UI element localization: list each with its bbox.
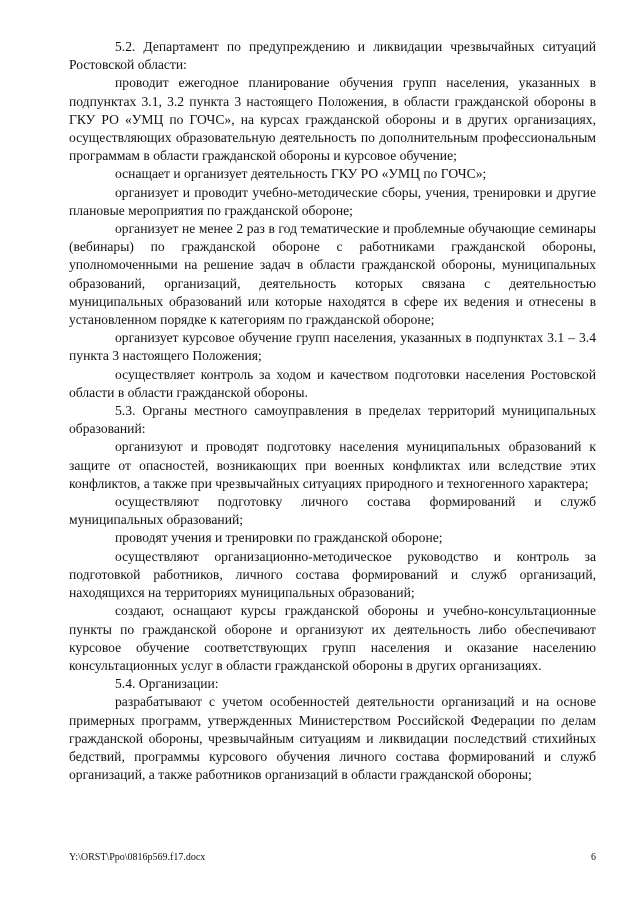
paragraph: создают, оснащают курсы гражданской обороны и учебно-консультационные пункты по гражданской обороне и организуют их деятельность либо обеспечивают курсовое обучение соответствующих групп населения и оказание населению консультационных услуг в области гражданской обороны в других организациях.: [69, 603, 596, 673]
paragraph: разрабатывают с учетом особенностей деятельности организаций и на основе примерных программ, утвержденных Министерством Российской Федерации по делам гражданской обороны, чрезвычайным ситуациям и ликвидации последствий стихийных бедствий, программы курсового обучения личного состава формирований и служб организаций, а также работников организаций в области гражданской обороны;: [69, 694, 596, 783]
paragraph: организует курсовое обучение групп населения, указанных в подпунктах 3.1 – 3.4 пункта 3 настоящего Положения;: [69, 330, 596, 364]
paragraph: осуществляют организационно-методическое руководство и контроль за подготовкой работников, личного состава формирований и служб организаций, находящихся на территориях муниципальных образований;: [69, 548, 596, 601]
paragraph: организует и проводит учебно-методические сборы, учения, тренировки и другие плановые мероприятия по гражданской обороне;: [69, 184, 596, 218]
paragraph-5-2-heading: 5.2. Департамент по предупреждению и ликвидации чрезвычайных ситуаций Ростовской области:: [69, 39, 596, 73]
paragraph: осуществляют подготовку личного состава формирований и служб муниципальных образований;: [69, 494, 596, 528]
footer-page-number: 6: [591, 852, 596, 863]
paragraph-5-4-heading: 5.4. Организации:: [115, 676, 219, 692]
paragraph: проводят учения и тренировки по гражданской обороне;: [115, 530, 443, 546]
footer-file-path: Y:\ORST\Ppo\0816p569.f17.docx: [69, 852, 206, 863]
paragraph: проводит ежегодное планирование обучения групп населения, указанных в подпунктах 3.1, 3.2 пункта 3 настоящего Положения, в области гражданской обороны в ГКУ РО «УМЦ по ГОЧС», на курсах гражданской обороны и в других организациях, осуществляющих образовательную деятельность по дополнительным профессиональным программам в области гражданской обороны и курсовое обучение;: [69, 75, 596, 164]
paragraph: оснащает и организует деятельность ГКУ РО «УМЦ по ГОЧС»;: [115, 166, 487, 182]
document-body: [69, 38, 596, 784]
paragraph: организует не менее 2 раз в год тематические и проблемные обучающие семинары (вебинары) по гражданской обороне с работниками гражданской обороны, уполномоченными на решение задач в области гражданской обороны, муниципальных образований, организаций, деятельность которых связана с деятельностью муниципальных образований или которые находятся в сфере их ведения и отнесены в установленном порядке к категориям по гражданской обороне;: [69, 221, 596, 328]
paragraph: осуществляет контроль за ходом и качеством подготовки населения Ростовской области в области гражданской обороны.: [69, 366, 596, 400]
paragraph: организуют и проводят подготовку населения муниципальных образований к защите от опасностей, возникающих при военных конфликтах или вследствие этих конфликтов, а также при чрезвычайных ситуациях природного и техногенного характера;: [69, 439, 596, 491]
paragraph-5-3-heading: 5.3. Органы местного самоуправления в пределах территорий муниципальных образований:: [69, 403, 596, 437]
